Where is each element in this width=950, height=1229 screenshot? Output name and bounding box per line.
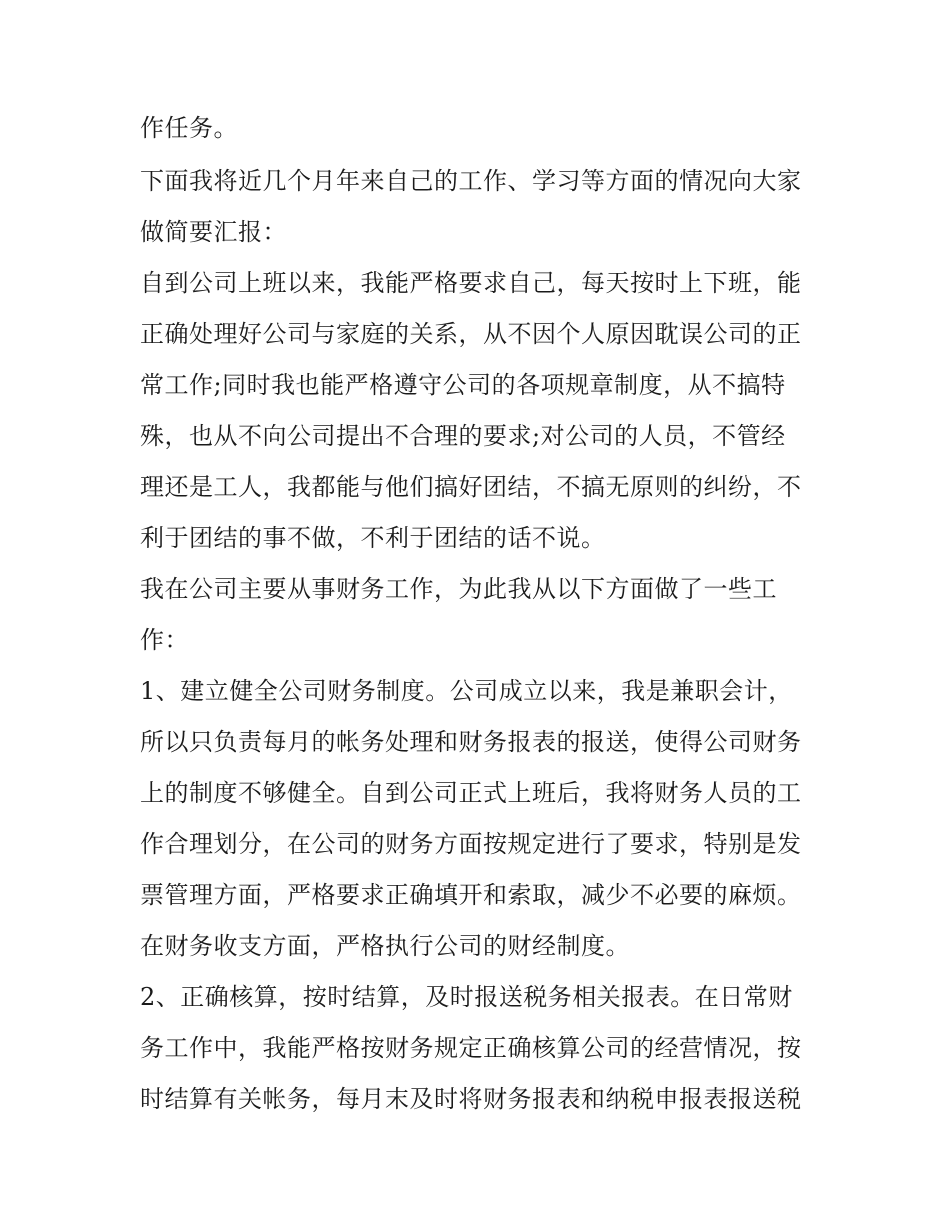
- text-line-5: 正确处理好公司与家庭的关系，从不因个人原因耽误公司的正: [140, 320, 802, 348]
- text-line-1: 作任务。: [140, 114, 238, 142]
- text-line-15: 作合理划分，在公司的财务方面按规定进行了要求，特别是发: [140, 830, 802, 858]
- text-line-20: 时结算有关帐务，每月末及时将财务报表和纳税申报表报送税: [140, 1085, 802, 1113]
- text-line-11: 作：: [140, 626, 189, 654]
- text-line-3: 做简要汇报：: [140, 218, 287, 246]
- text-line-2: 下面我将近几个月年来自己的工作、学习等方面的情况向大家: [140, 167, 802, 195]
- text-line-10: 我在公司主要从事财务工作，为此我从以下方面做了一些工: [140, 575, 777, 603]
- text-line-7: 殊，也从不向公司提出不合理的要求;对公司的人员，不管经: [140, 422, 786, 450]
- text-line-9: 利于团结的事不做，不利于团结的话不说。: [140, 524, 606, 552]
- text-line-4: 自到公司上班以来，我能严格要求自己，每天按时上下班，能: [140, 269, 802, 297]
- text-line-14: 上的制度不够健全。自到公司正式上班后，我将财务人员的工: [140, 779, 802, 807]
- text-line-16: 票管理方面，严格要求正确填开和索取，减少不必要的麻烦。: [140, 881, 802, 909]
- text-line-19: 务工作中，我能严格按财务规定正确核算公司的经营情况，按: [140, 1034, 802, 1062]
- text-line-17: 在财务收支方面，严格执行公司的财经制度。: [140, 932, 630, 960]
- text-line-6: 常工作;同时我也能严格遵守公司的各项规章制度，从不搞特: [140, 371, 786, 399]
- text-line-18: 2、正确核算，按时结算，及时报送税务相关报表。在日常财: [140, 983, 793, 1011]
- text-line-8: 理还是工人，我都能与他们搞好团结，不搞无原则的纠纷，不: [140, 473, 802, 501]
- text-line-13: 所以只负责每月的帐务处理和财务报表的报送，使得公司财务: [140, 728, 802, 756]
- text-line-12: 1、建立健全公司财务制度。公司成立以来，我是兼职会计，: [140, 677, 793, 705]
